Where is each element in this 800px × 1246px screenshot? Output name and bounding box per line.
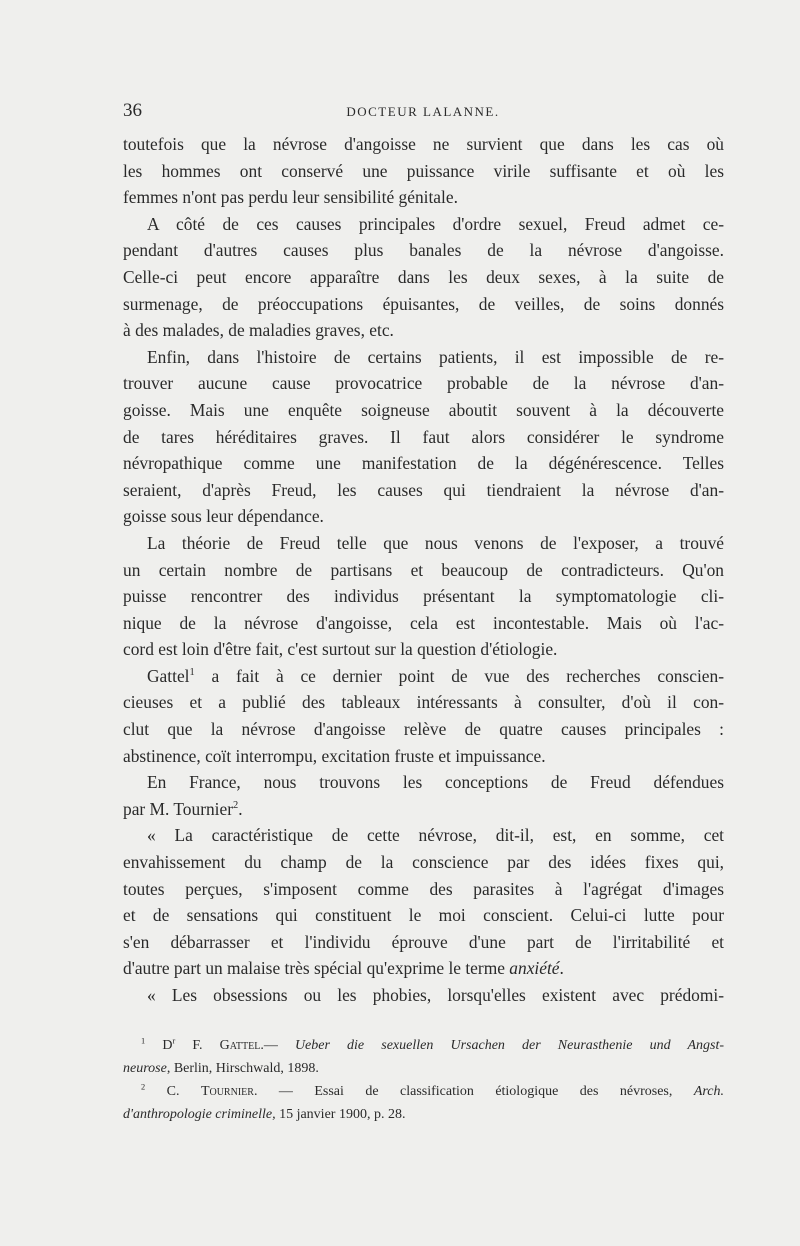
footnote-ref-1: 1: [189, 667, 195, 679]
text-line: « Les obsessions ou les phobies, lorsqu'elles existent avec prédomi-: [147, 985, 724, 1005]
footnote-dash: .—: [260, 1038, 295, 1053]
text-line: trouver aucune cause provocatrice probable de la névrose d'an-: [123, 373, 724, 394]
footnote-publication: 15 janvier 1900, p. 28.: [275, 1107, 406, 1122]
footnote-author-name: F.: [175, 1038, 220, 1053]
text-fragment: d'autre part un malaise très spécial qu'exprime le terme: [123, 958, 510, 979]
footnote-title: neurose: [123, 1061, 167, 1076]
text-line: surmenage, de préoccupations épuisantes, de veilles, de soins donnés: [123, 293, 724, 314]
text-line: abstinence, coït interrompu, excitation fruste et impuissance.: [123, 745, 546, 766]
text-fragment: a fait à ce dernier point de vue des recherches conscien-: [194, 665, 724, 686]
footnote-2: [123, 1080, 724, 1103]
text-line: A côté de ces causes principales d'ordre sexuel, Freud admet ce-: [147, 213, 724, 234]
text-line: puisse rencontrer des individus présentant la symptomatologie cli-: [123, 586, 724, 607]
page-number: 36: [123, 100, 142, 121]
text-line: cieuses et a publié des tableaux intéressants à consulter, d'où il con-: [123, 692, 724, 713]
body-text: [123, 131, 724, 1009]
footnote-author-suffix: r: [172, 1036, 176, 1046]
footnote-1-cont: [123, 1057, 724, 1080]
footnote-author-prefix: D: [162, 1038, 173, 1053]
text-line: [123, 663, 724, 690]
page-header: [123, 100, 723, 124]
text-line: de tares héréditaires graves. Il faut alors considérer le syndrome: [123, 426, 724, 447]
text-line: les hommes ont conservé une puissance virile suffisante et où les: [123, 160, 724, 181]
text-line: cord est loin d'être fait, c'est surtout sur la question d'étiologie.: [123, 639, 558, 660]
text-line: femmes n'ont pas perdu leur sensibilité génitale.: [123, 187, 458, 208]
text-line: goisse. Mais une enquête soigneuse aboutit souvent à la découverte: [123, 399, 724, 420]
text-line: un certain nombre de partisans et beaucoup de contradicteurs. Qu'on: [123, 559, 724, 580]
emphasis-term: anxiété: [509, 958, 560, 979]
footnote-2-cont: [123, 1103, 724, 1126]
text-line: à des malades, de maladies graves, etc.: [123, 320, 394, 341]
text-line: s'en débarrasser et l'individu éprouve d'une part de l'irritabilité et: [123, 931, 724, 952]
text-line: pendant d'autres causes plus banales de la névrose d'angoisse.: [123, 240, 724, 261]
footnote-journal: Arch.: [693, 1084, 725, 1099]
text-line: [123, 955, 724, 982]
footnote-ref-2: 2: [233, 800, 239, 812]
text-line: [123, 796, 724, 823]
footnote-marker: 2: [141, 1082, 146, 1092]
text-line: névropathique comme une manifestation de la dégénérescence. Telles: [123, 453, 724, 474]
text-line: nique de la névrose d'angoisse, cela est incontestable. Mais où l'ac-: [123, 612, 724, 633]
text-line: goisse sous leur dépendance.: [123, 506, 324, 527]
footnote-publication: , Berlin, Hirschwald, 1898.: [166, 1061, 319, 1076]
footnote-marker: 1: [141, 1036, 146, 1046]
text-line: La théorie de Freud telle que nous venons de l'exposer, a trouvé: [147, 532, 724, 553]
text-line: En France, nous trouvons les conceptions de Freud défendues: [147, 772, 724, 793]
text-line: envahissement du champ de la conscience par des idées fixes qui,: [123, 852, 724, 873]
running-title: DOCTEUR LALANNE.: [346, 104, 500, 119]
text-fragment: .: [238, 798, 243, 819]
text-fragment: par M. Tournier: [123, 798, 234, 819]
footnote-title: Ueber die sexuellen Ursachen der Neurasthenie und Angst-: [294, 1038, 724, 1053]
text-line: « La caractéristique de cette névrose, dit-il, est, en somme, cet: [147, 825, 724, 846]
footnote-author-surname: Tournier: [200, 1084, 254, 1099]
text-line: toutes perçues, s'imposent comme des parasites à l'agrégat d'images: [123, 878, 724, 899]
footnote-journal: d'anthropologie criminelle,: [123, 1107, 276, 1122]
text-line: clut que la névrose d'angoisse relève de quatre causes principales :: [123, 719, 724, 740]
footnote-author-initial: C.: [145, 1084, 201, 1099]
text-line: toutefois que la névrose d'angoisse ne survient que dans les cas où: [123, 134, 724, 154]
text-line: seraient, d'après Freud, les causes qui tiendraient la névrose d'an-: [123, 479, 724, 500]
author-name: Gattel: [147, 665, 190, 686]
footnote-title: . — Essai de classification étiologique des névroses,: [253, 1084, 694, 1099]
footnote-1: [123, 1034, 724, 1057]
footnotes: [123, 1034, 724, 1126]
text-line: et de sensations qui constituent le moi conscient. Celui-ci lutte pour: [123, 905, 724, 926]
text-fragment: .: [559, 958, 564, 979]
footnote-author-surname: Gattel: [219, 1038, 261, 1053]
text-line: Celle-ci peut encore apparaître dans les deux sexes, à la suite de: [123, 266, 724, 287]
text-line: Enfin, dans l'histoire de certains patients, il est impossible de re-: [147, 346, 724, 367]
